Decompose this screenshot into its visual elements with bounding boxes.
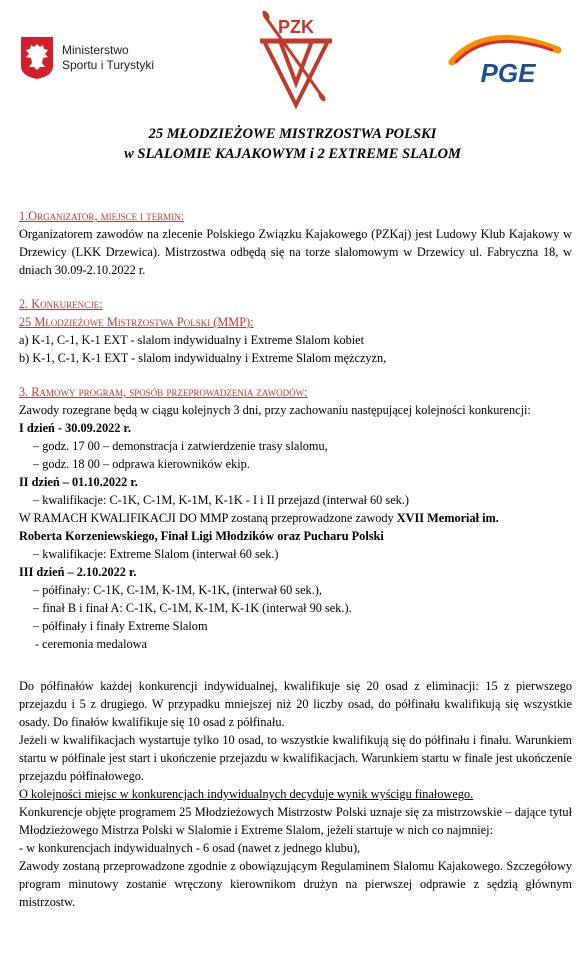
day3-heading: III dzień – 2.10.2022 r. bbox=[19, 565, 137, 579]
competition-b: b) K-1, C-1, K-1 EXT - slalom indywidualny i Extreme Slalom mężczyzn, bbox=[19, 351, 387, 365]
memorial-text: W RAMACH KWALIFIKACJI DO MMP zostaną przeprowadzone zawody bbox=[19, 511, 397, 525]
section1-body: Organizatorem zawodów na zlecenie Polskiego Związku Kajakowego (PZKaj) jest Ludowy Klub Kajakowy w Drzewicy (LKK Drzewica). Mistrzostwa odbędą się na torze slalomowym w Drzewicy ul. Fabryczna 18, w dniach 30.09-2.10.2022 r. bbox=[19, 227, 572, 277]
section1-heading: 1.Organizator, miejsce i termin: bbox=[19, 209, 185, 223]
day1-heading: I dzień - 30.09.2022 r. bbox=[19, 421, 131, 435]
day3-item: – półfinały i finały Extreme Slalom bbox=[33, 619, 208, 633]
day3-item: - ceremonia medalowa bbox=[35, 637, 147, 651]
section2-subheading: 25 Młodzieżowe Mistrzostwa Polski (MMP): bbox=[19, 315, 254, 329]
pge-logo-text: PGE bbox=[480, 58, 536, 88]
day2-item: – kwalifikacje: C-1K, C-1M, K-1M, K-1K - I i II przejazd (interwał 60 sek.) bbox=[33, 493, 409, 507]
document-title-line2: w SLALOMIE KAJAKOWYM i 2 EXTREME SLALOM bbox=[124, 146, 461, 162]
document-title-line1: 25 MŁODZIEŻOWE MISTRZOSTWA POLSKI bbox=[148, 126, 437, 142]
day3-item: – półfinały: C-1K, C-1M, K-1M, K-1K, (interwał 60 sek.), bbox=[33, 583, 322, 597]
day2-item: – kwalifikacje: Extreme Slalom (interwał 60 sek.) bbox=[33, 547, 279, 561]
day2-heading: II dzień – 01.10.2022 r. bbox=[19, 475, 138, 489]
memorial-note bbox=[19, 509, 572, 527]
memorial-name: XVII Memoriał im. bbox=[396, 511, 499, 525]
rules-paragraph-underlined: O kolejności miejsc w konkurencjach indywidualnych decyduje wynik wyścigu finałowego. bbox=[19, 787, 474, 801]
rules-paragraph: Konkurencje objęte programem 25 Młodzieżowych Mistrzostw Polski uznaje się za mistrzowskie – dające tytuł Młodzieżowego Mistrza Polski w Slalomie i Extreme Slalom, jeżeli startuje w nich co najmniej: bbox=[19, 805, 572, 837]
ministry-logo bbox=[20, 36, 154, 80]
rules-paragraph: Jeżeli w kwalifikacjach wystartuje tylko 10 osad, to wszystkie kwalifikują się do półfinału i finału. Warunkiem startu w półfinale jest start i ukończenie przejazdu w kwalifikacjach. Warunkiem startu w finale jest ukończenie przejazdu półfinałowego. bbox=[19, 733, 572, 783]
polish-eagle-icon bbox=[20, 36, 54, 80]
rules-paragraph: Do półfinałów każdej konkurencji indywidualnej, kwalifikuje się 20 osad z eliminacji: 15 z pierwszego przejazdu i 5 z drugiego. W przypadku mniejszej niż 20 liczby osad, do półfinału kwalifikują się wszystkie osady. Do finałów kwalifikuje się 10 osad z półfinału. bbox=[19, 679, 572, 729]
document-body bbox=[19, 207, 572, 911]
ministry-name-line1: Ministerstwo bbox=[62, 43, 129, 57]
day1-item: – godz. 18 00 – odprawa kierowników ekip. bbox=[33, 457, 250, 471]
pzk-logo bbox=[258, 5, 334, 109]
ministry-name-line2: Sportu i Turystyki bbox=[62, 58, 155, 72]
day1-item: – godz. 17 00 – demonstracja i zatwierdzenie trasy slalomu, bbox=[33, 439, 328, 453]
competition-a: a) K-1, C-1, K-1 EXT - slalom indywidualny i Extreme Slalom kobiet bbox=[19, 333, 365, 347]
section2-heading: 2. Konkurencje: bbox=[19, 297, 103, 311]
memorial-name-cont: Roberta Korzeniewskiego, Finał Ligi Młodzików oraz Pucharu Polski bbox=[19, 529, 384, 543]
rules-paragraph: - w konkurencjach indywidualnych - 6 osad (nawet z jednego klubu), bbox=[19, 841, 361, 855]
section3-heading: 3. Ramowy program, sposób przeprowadzenia zawodów: bbox=[19, 385, 308, 399]
pzk-logo-text: PZK bbox=[278, 17, 314, 37]
day3-item: – finał B i finał A: C-1K, C-1M, K-1M, K-1K (interwał 90 sek.). bbox=[33, 601, 352, 615]
rules-paragraph: Zawody zostaną przeprowadzone zgodnie z obowiązującym Regulaminem Slalomu Kajakowego. Szczegółowy program minutowy zostanie wręczony kierownikom drużyn na pierwszej odprawie z sędzią głównym mistrzostw. bbox=[19, 859, 572, 909]
section3-intro: Zawody rozegrane będą w ciągu kolejnych 3 dni, przy zachowaniu następującej kolejności konkurencji: bbox=[19, 403, 531, 417]
pge-logo bbox=[446, 28, 566, 90]
